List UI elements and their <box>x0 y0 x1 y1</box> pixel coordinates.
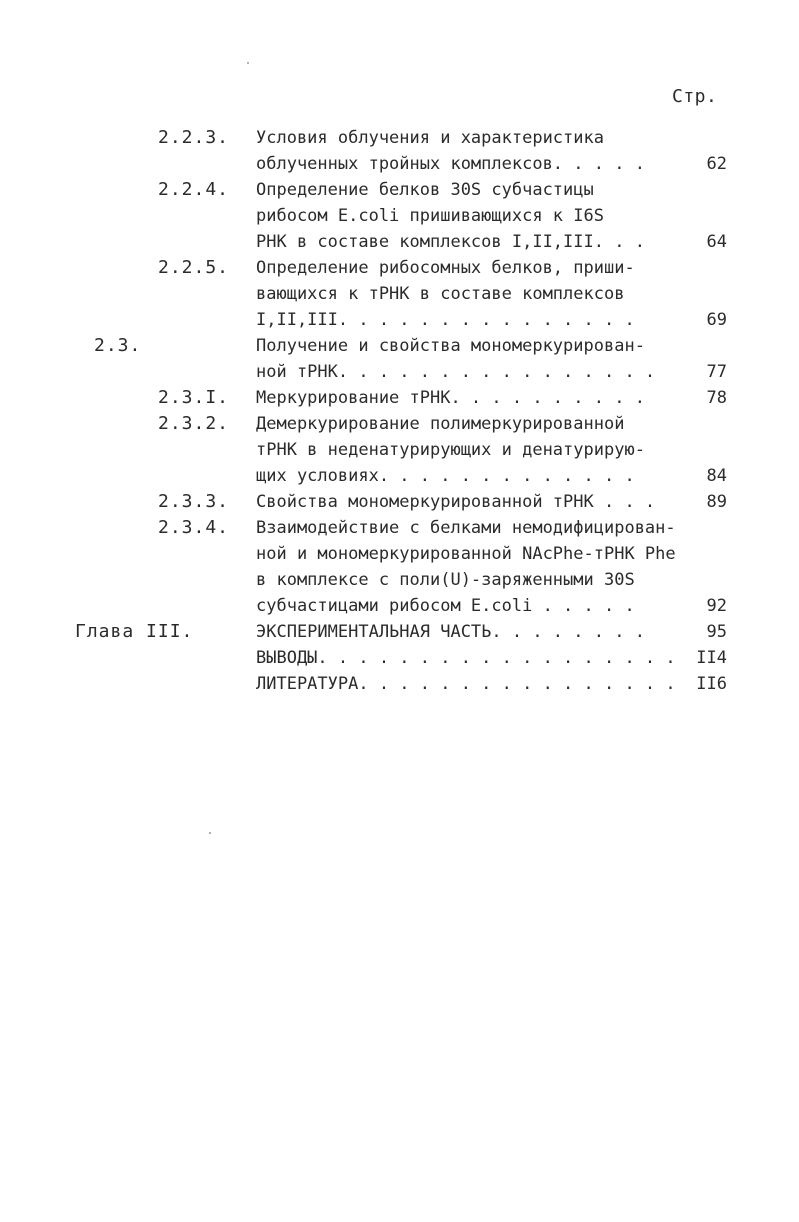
toc-entry-line: ВЫВОДЫ. . . . . . . . . . . . . . . . . . <box>256 648 676 668</box>
toc-entry-line: ной тРНК. . . . . . . . . . . . . . . . <box>256 362 656 382</box>
toc-entry-page-number: 89 <box>706 492 727 512</box>
toc-entry-title <box>256 333 676 385</box>
toc-entry-title <box>256 125 676 177</box>
toc-entry-number: 2.3. <box>94 335 142 356</box>
toc-entry-page-number: 69 <box>706 310 727 330</box>
scan-speck <box>209 832 211 834</box>
toc-entry-line: рибосом E.coli пришивающихся к I6S <box>256 206 604 226</box>
toc-entry <box>0 515 799 619</box>
toc-entry <box>0 489 799 515</box>
toc-entry-number: 2.2.5. <box>158 257 230 278</box>
toc-entry-title <box>256 515 676 619</box>
toc-entry-title <box>256 385 676 411</box>
toc-entry-page-number: II4 <box>696 648 727 668</box>
toc-entry-page-number: 84 <box>706 466 727 486</box>
toc-entry-number: 2.3.I. <box>158 387 230 408</box>
table-of-contents <box>0 125 799 697</box>
toc-entry-title <box>256 671 676 697</box>
toc-entry-number: Глава III. <box>75 621 194 642</box>
toc-entry-title <box>256 255 676 333</box>
toc-entry-page-number: 95 <box>706 622 727 642</box>
toc-entry <box>0 645 799 671</box>
toc-entry-line: Взаимодействие с белками немодифицирован- <box>256 518 676 538</box>
toc-entry-page-number: 64 <box>706 232 727 252</box>
toc-entry <box>0 619 799 645</box>
toc-entry-number: 2.2.4. <box>158 179 230 200</box>
toc-entry-line: ной и мономеркурированной NAcPhe-тРНК Phe <box>256 544 676 564</box>
toc-entry <box>0 125 799 177</box>
toc-entry-line: Определение белков 30S субчастицы <box>256 180 594 200</box>
toc-entry-line: I,II,III. . . . . . . . . . . . . . . <box>256 310 635 330</box>
toc-entry <box>0 177 799 255</box>
toc-entry-line: ЭКСПЕРИМЕНТАЛЬНАЯ ЧАСТЬ. . . . . . . . <box>256 622 645 642</box>
toc-entry-number: 2.3.4. <box>158 517 230 538</box>
toc-entry <box>0 411 799 489</box>
toc-entry-line: субчастицами рибосом E.coli . . . . . <box>256 596 635 616</box>
toc-entry-page-number: 77 <box>706 362 727 382</box>
toc-entry-line: Меркурирование тРНК. . . . . . . . . . <box>256 388 645 408</box>
toc-entry-line: Определение рибосомных белков, приши- <box>256 258 635 278</box>
toc-entry-line: Демеркурирование полимеркурированной <box>256 414 625 434</box>
toc-entry-page-number: II6 <box>696 674 727 694</box>
page-column-label: Стр. <box>672 86 718 107</box>
toc-entry <box>0 255 799 333</box>
toc-entry-line: ЛИТЕРАТУРА. . . . . . . . . . . . . . . . <box>256 674 676 694</box>
toc-entry-line: в комплексе с поли(U)-заряженными 30S <box>256 570 635 590</box>
toc-entry-line: Свойства мономеркурированной тРНК . . . <box>256 492 656 512</box>
toc-entry-line: щих условиях. . . . . . . . . . . . . <box>256 466 635 486</box>
toc-entry-title <box>256 645 676 671</box>
toc-entry-number: 2.3.3. <box>158 491 230 512</box>
toc-entry-line: облученных тройных комплексов. . . . . <box>256 154 645 174</box>
toc-entry-line: тРНК в неденатурирующих и денатурирую- <box>256 440 645 460</box>
toc-entry-title <box>256 177 676 255</box>
toc-entry-line: РНК в составе комплексов I,II,III. . . <box>256 232 645 252</box>
toc-entry-page-number: 78 <box>706 388 727 408</box>
toc-entry <box>0 385 799 411</box>
toc-entry-title <box>256 489 676 515</box>
toc-entry-title <box>256 411 676 489</box>
toc-entry-page-number: 92 <box>706 596 727 616</box>
toc-entry-line: Условия облучения и характеристика <box>256 128 604 148</box>
toc-entry <box>0 671 799 697</box>
toc-entry-title <box>256 619 676 645</box>
toc-entry <box>0 333 799 385</box>
toc-entry-number: 2.2.3. <box>158 127 230 148</box>
toc-entry-page-number: 62 <box>706 154 727 174</box>
toc-entry-line: Получение и свойства мономеркурирован- <box>256 336 645 356</box>
scan-speck <box>247 62 249 64</box>
toc-entry-number: 2.3.2. <box>158 413 230 434</box>
toc-entry-line: вающихся к тРНК в составе комплексов <box>256 284 625 304</box>
